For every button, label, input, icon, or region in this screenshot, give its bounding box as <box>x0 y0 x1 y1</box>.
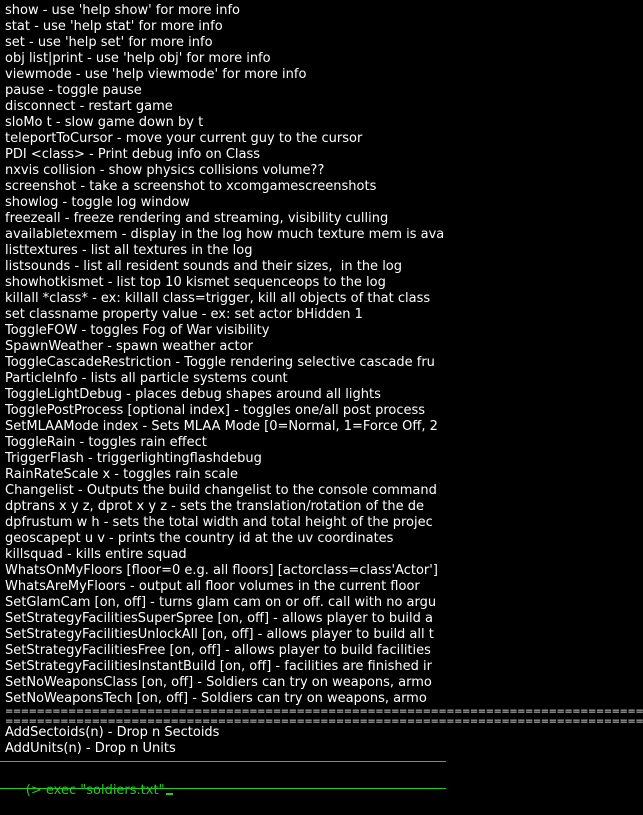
log-line: stat - use 'help stat' for more info <box>5 19 223 34</box>
log-line: ToggleLightDebug - places debug shapes around all lights <box>5 387 381 402</box>
log-line: nxvis collision - show physics collisions volume?? <box>5 163 325 178</box>
log-line: SetNoWeaponsTech [on, off] - Soldiers can try on weapons, armo <box>5 691 427 706</box>
log-line: sloMo t - slow game down by t <box>5 115 204 130</box>
log-line: SetMLAAMode index - Sets MLAA Mode [0=Normal, 1=Force Off, 2 <box>5 419 438 434</box>
history-line: AddSectoids(n) - Drop n Sectoids <box>5 725 220 740</box>
log-line: dptrans x y z, dprot x y z - sets the translation/rotation of the de <box>5 499 424 514</box>
log-line: freezeall - freeze rendering and streaming, visibility culling <box>5 211 389 226</box>
log-line: obj list|print - use 'help obj' for more info <box>5 51 271 66</box>
log-line: screenshot - take a screenshot to xcomgamescreenshots <box>5 179 377 194</box>
log-line: set - use 'help set' for more info <box>5 35 213 50</box>
log-line: WhatsOnMyFloors [floor=0 e.g. all floors] [actorclass=class'Actor'] <box>5 563 438 578</box>
separator-line: ================================================================================= <box>5 716 643 727</box>
console-input-line[interactable] <box>1 767 173 798</box>
log-line: Changelist - Outputs the build changelist to the console command <box>5 483 437 498</box>
log-line: listtextures - list all textures in the log <box>5 243 253 258</box>
log-line: showlog - toggle log window <box>5 195 190 210</box>
text-cursor <box>166 793 173 795</box>
log-line: killall *class* - ex: killall class=trigger, kill all objects of that class <box>5 291 431 306</box>
log-line: showhotkismet - list top 10 kismet sequenceops to the log <box>5 275 386 290</box>
log-line: dpfrustum w h - sets the total width and total height of the projec <box>5 515 433 530</box>
log-line: SetStrategyFacilitiesSuperSpree [on, off] - allows player to build a <box>5 611 433 626</box>
log-line: teleportToCursor - move your current guy to the cursor <box>5 131 363 146</box>
log-line: disconnect - restart game <box>5 99 173 114</box>
log-line: set classname property value - ex: set actor bHidden 1 <box>5 307 363 322</box>
log-line: pause - toggle pause <box>5 83 142 98</box>
log-line: geoscapept u v - prints the country id at the uv coordinates <box>5 531 394 546</box>
history-line: AddUnits(n) - Drop n Units <box>5 741 176 756</box>
log-line: PDI <class> - Print debug info on Class <box>5 147 261 162</box>
log-line: availabletexmem - display in the log how much texture mem is ava <box>5 227 445 242</box>
log-line: SetStrategyFacilitiesFree [on, off] - allows player to build facilities <box>5 643 431 658</box>
log-line: SetStrategyFacilitiesUnlockAll [on, off] - allows player to build all t <box>5 627 434 642</box>
log-line: ToggleCascadeRestriction - Toggle rendering selective cascade fru <box>5 355 435 370</box>
console-prompt: (> <box>25 783 46 798</box>
log-line: show - use 'help show' for more info <box>5 3 241 18</box>
log-line: WhatsAreMyFloors - output all floor volumes in the current floor <box>5 579 420 594</box>
log-line: ToggleFOW - toggles Fog of War visibility <box>5 323 270 338</box>
console-log <box>5 3 643 727</box>
log-line: TriggerFlash - triggerlightingflashdebug <box>5 451 262 466</box>
log-line: viewmode - use 'help viewmode' for more info <box>5 67 307 82</box>
log-line: SpawnWeather - spawn weather actor <box>5 339 253 354</box>
log-line: SetStrategyFacilitiesInstantBuild [on, off] - facilities are finished ir <box>5 659 432 674</box>
log-line: listsounds - list all resident sounds and their sizes, in the log <box>5 259 403 274</box>
log-line: SetGlamCam [on, off] - turns glam cam on or off. call with no argu <box>5 595 437 610</box>
log-line: ParticleInfo - lists all particle systems count <box>5 371 288 386</box>
console-history <box>5 725 446 757</box>
log-line: SetNoWeaponsClass [on, off] - Soldiers can try on weapons, armo <box>5 675 432 690</box>
log-line: TogglePostProcess [optional index] - toggles one/all post process <box>5 403 426 418</box>
console-command-input[interactable]: exec "soldiers.txt" <box>45 783 165 798</box>
log-line: ToggleRain - toggles rain effect <box>5 435 207 450</box>
log-line: killsquad - kills entire squad <box>5 547 187 562</box>
separator-line: ================================================================================= <box>5 706 643 717</box>
console-input-box[interactable] <box>0 761 446 798</box>
log-line: RainRateScale x - toggles rain scale <box>5 467 238 482</box>
